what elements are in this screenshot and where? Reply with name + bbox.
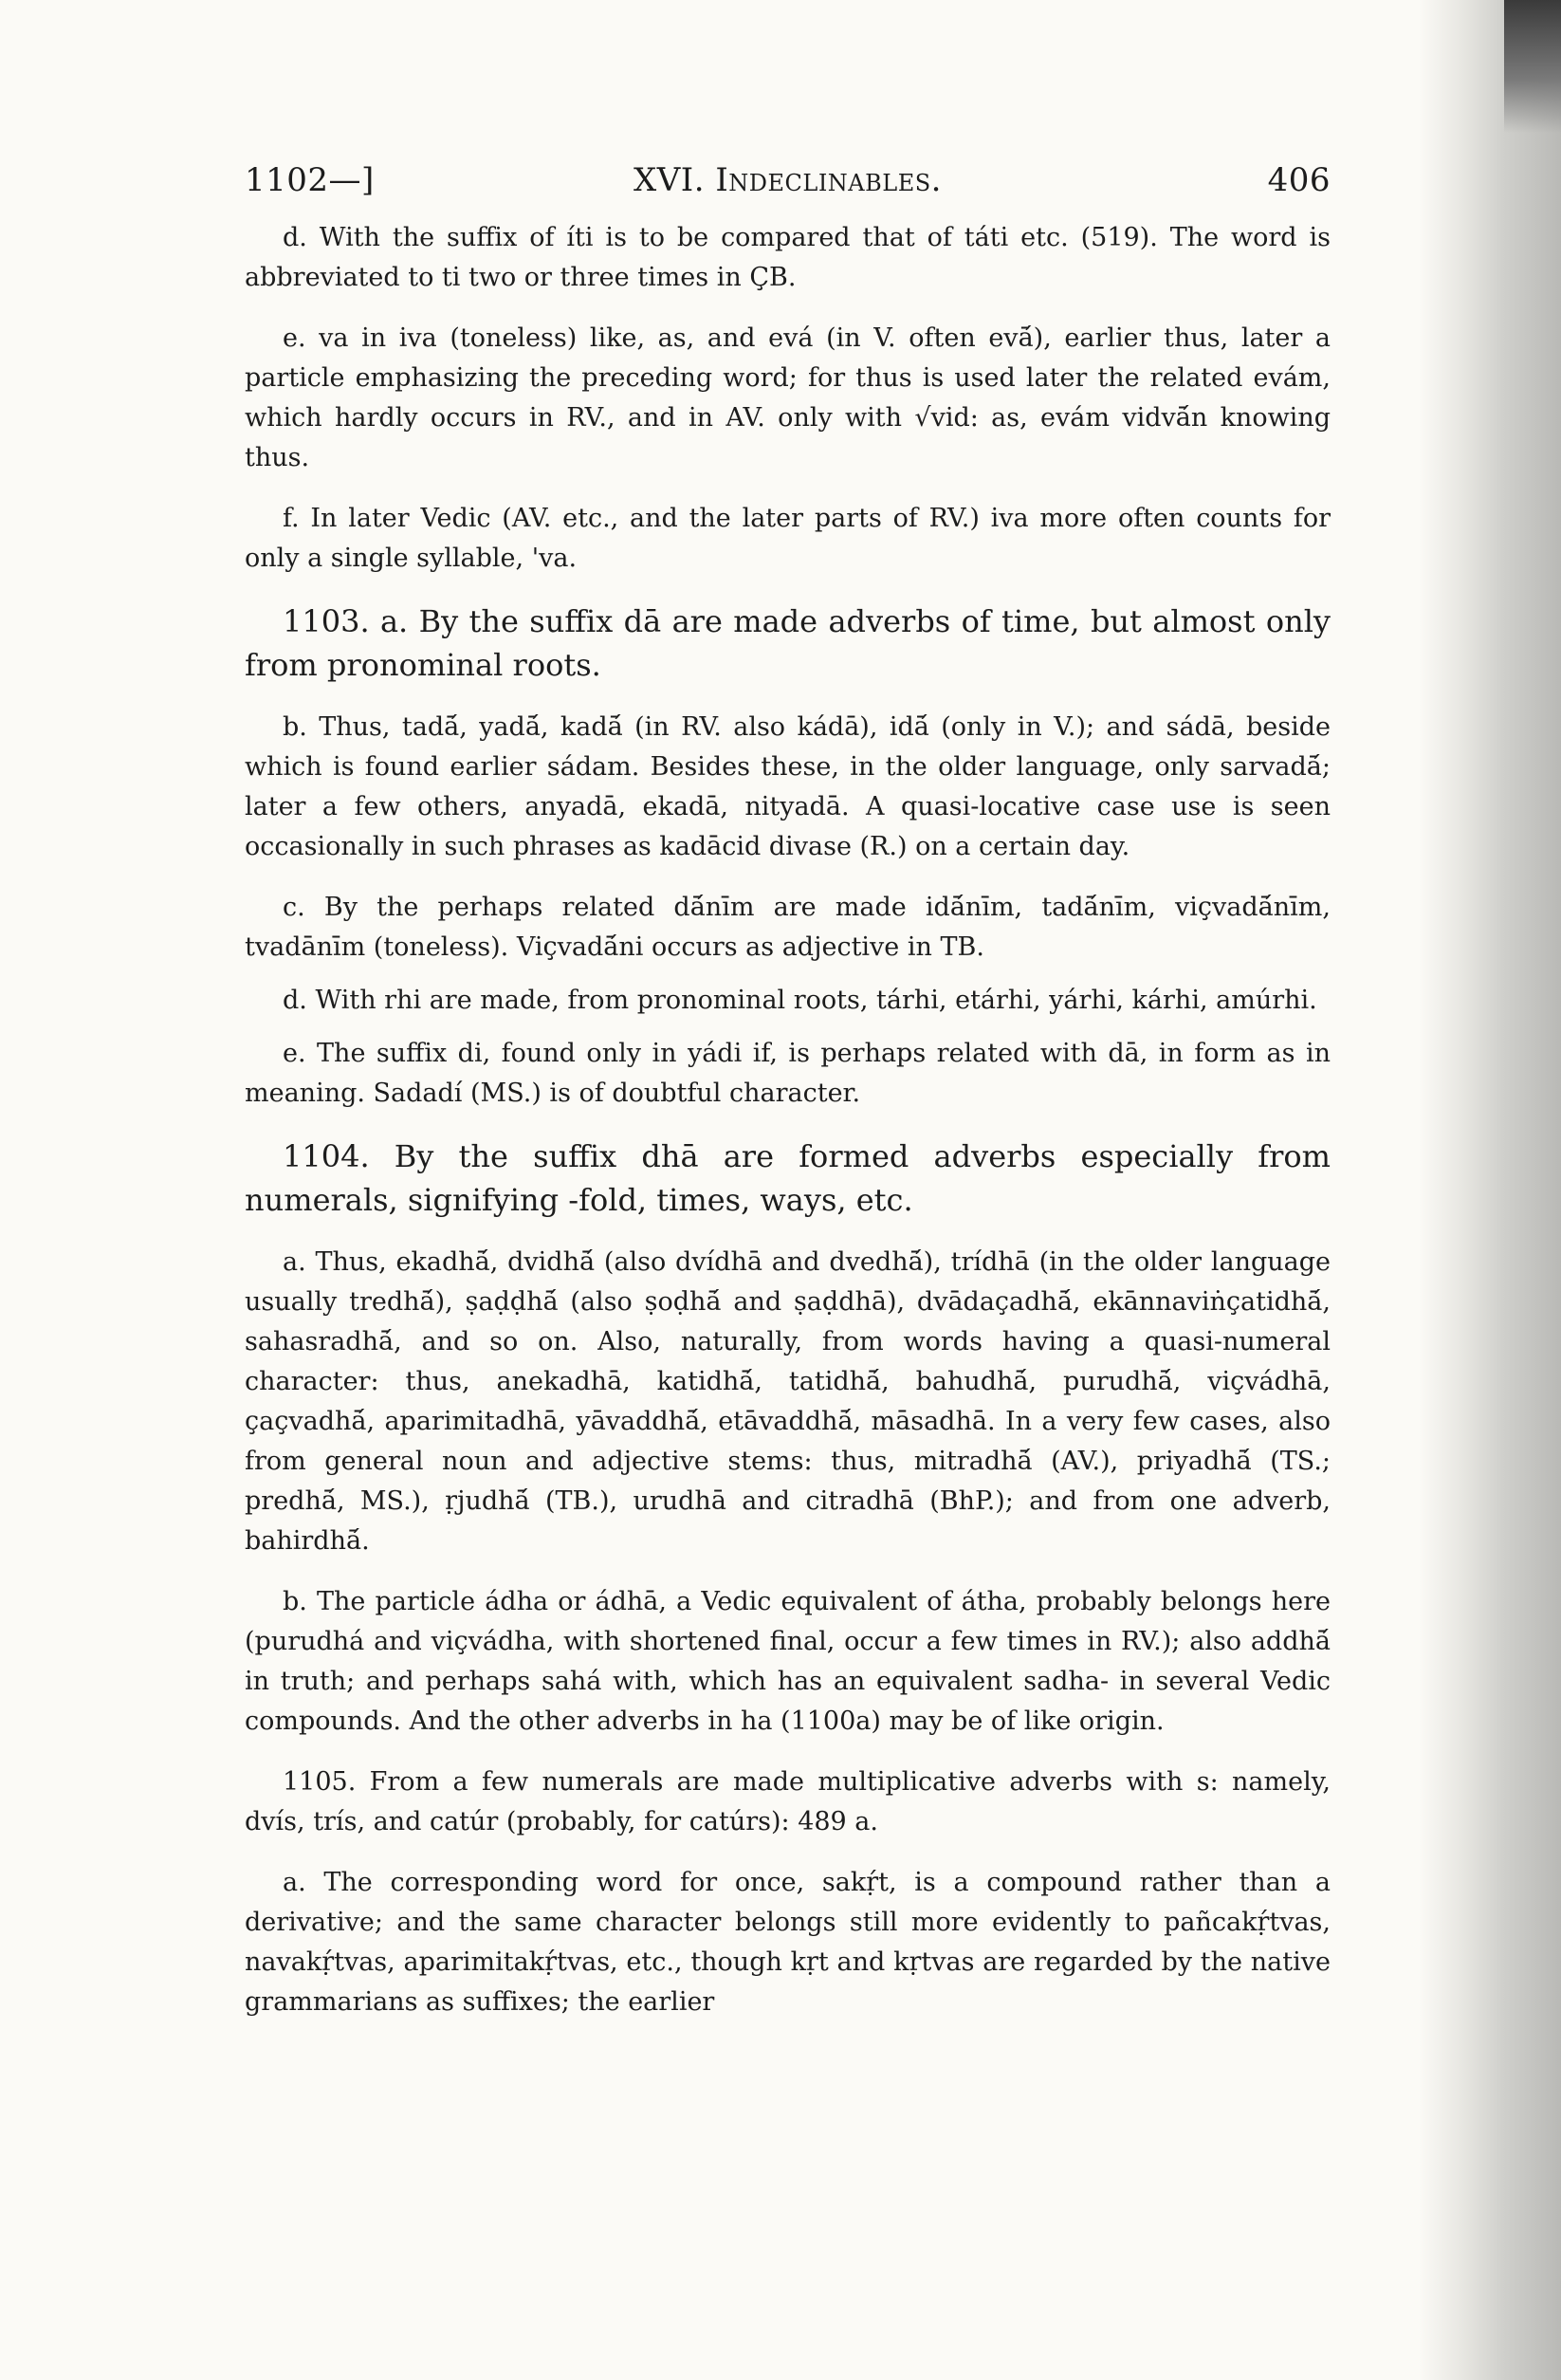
running-header (245, 161, 1331, 218)
header-section-ref: 1102—] (245, 161, 375, 199)
paragraph-1103c: c. By the perhaps related dā́nīm are made idā́nīm, tadā́nīm, viçvadā́nīm, tvadānīm (toneless). Viçvadā́ni occurs as adjective in TB. (245, 893, 1331, 962)
paragraph-1103e: e. The suffix di, found only in yádi if, is perhaps related with dā, in form as in meaning. Sadadí (MS.) is of doubtful character. (245, 1039, 1331, 1108)
paragraph-1104a: a. Thus, ekadhā́, dvidhā́ (also dvídhā and dvedhā́), trídhā (in the older language usually tredhā́), ṣaḍḍhā́ (also ṣoḍhā́ and ṣaḍdhā), dvādaçadhā́, ekānnaviṅçatidhā́, sahasradhā́, and so on. Also, naturally, from words having a quasi-numeral character: thus, anekadhā, katidhā́, tatidhā́, bahudhā́, purudhā́, viçvádhā, çaçvadhā́, aparimitadhā, yāvaddhā́, etāvaddhā́, māsadhā. In a very few cases, also from general noun and adjective stems: thus, mitradhā́ (AV.), priyadhā́ (TS.; predhā́, MS.), ṛjudhā́ (TB.), urudhā and citradhā (BhP.); and from one adverb, bahirdhā́. (245, 1247, 1331, 1556)
paragraph-1102f: f. In later Vedic (AV. etc., and the later parts of RV.) iva more often counts for only a single syllable, 'va. (245, 504, 1331, 573)
paragraph-1103a: 1103. a. By the suffix dā are made adverbs of time, but almost only from pronominal roots. (245, 603, 1331, 683)
paragraph-1102d: d. With the suffix of íti is to be compared that of táti etc. (519). The word is abbreviated to ti two or three times in ÇB. (245, 223, 1331, 292)
page (245, 161, 1331, 2043)
paragraph-1104: 1104. By the suffix dhā are formed adverbs especially from numerals, signifying -fold, times, ways, etc. (245, 1138, 1331, 1218)
page-number: 406 (1267, 161, 1331, 199)
paragraph-1105a: a. The corresponding word for once, sakṛ́t, is a compound rather than a derivative; and the same character belongs still more evidently to pañcakṛ́tvas, navakṛ́tvas, aparimitakṛ́tvas, etc., though kṛt and kṛtvas are regarded by the native grammarians as suffixes; the earlier (245, 1868, 1331, 2017)
paragraph-1103b: b. Thus, tadā́, yadā́, kadā́ (in RV. also kádā), idā́ (only in V.); and sádā, beside which is found earlier sádam. Besides these, in the older language, only sarvadā́; later a few others, anyadā, ekadā, nityadā. A quasi-locative case use is seen occasionally in such phrases as kadācid divase (R.) on a certain day. (245, 712, 1331, 861)
paragraph-1102e: e. va in iva (toneless) like, as, and evá (in V. often evā́), earlier thus, later a particle emphasizing the preceding word; for thus is used later the related evám, which hardly occurs in RV., and in AV. only with √vid: as, evám vidvā́n knowing thus. (245, 323, 1331, 472)
paragraph-1105: 1105. From a few numerals are made multiplicative adverbs with s: namely, dvís, trís, and catúr (probably, for catúrs): 489 a. (245, 1767, 1331, 1836)
scan-corner (1504, 0, 1561, 133)
paragraph-1103d: d. With rhi are made, from pronominal roots, tárhi, etárhi, yárhi, kárhi, amúrhi. (283, 986, 1317, 1015)
header-chapter-title: XVI. Indeclinables. (634, 161, 942, 199)
paragraph-1104b: b. The particle ádha or ádhā, a Vedic equivalent of átha, probably belongs here (purudhá and viçvádha, with shortened final, occur a few times in RV.); also addhā́ in truth; and perhaps sahá with, which has an equivalent sadha- in several Vedic compounds. And the other adverbs in ha (1100a) may be of like origin. (245, 1587, 1331, 1736)
scan-edge (1419, 0, 1561, 2380)
